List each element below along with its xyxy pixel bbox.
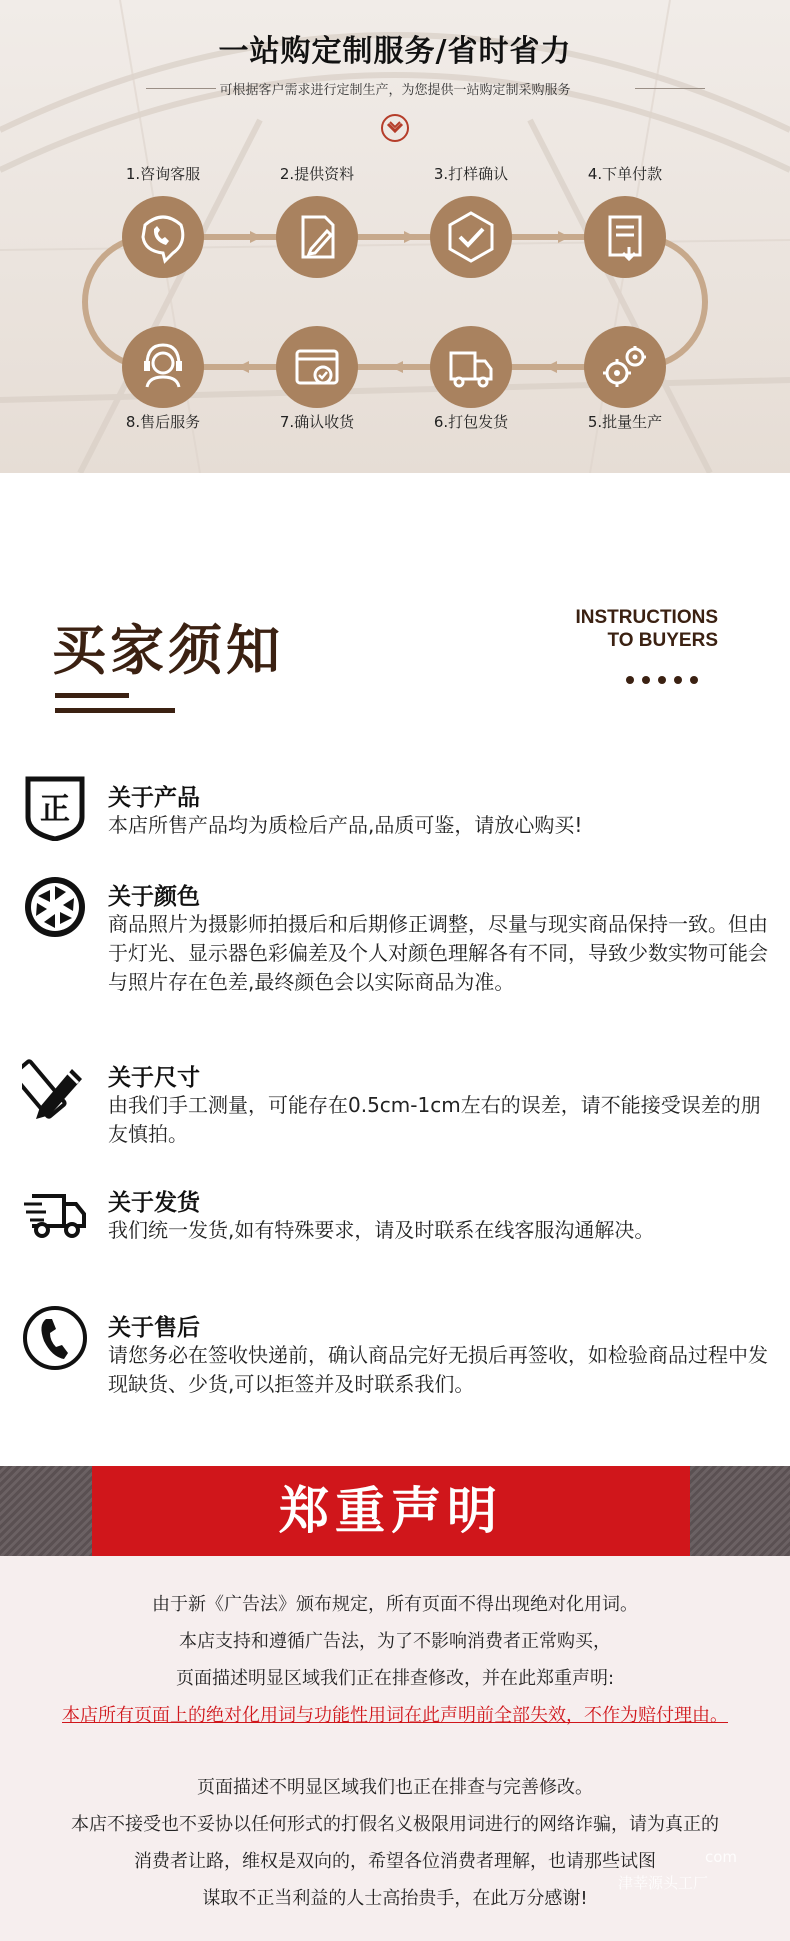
note-body: 本店所售产品均为质检后产品,品质可鉴，请放心购买! xyxy=(108,813,583,837)
instructions-line-2: TO BUYERS xyxy=(607,630,718,651)
note-heading: 关于颜色 xyxy=(108,884,200,910)
ruler-pencil-icon xyxy=(22,1055,88,1121)
step-label-1: 1.咨询客服 xyxy=(125,165,201,183)
shield-zheng-icon xyxy=(22,775,88,841)
truck-icon xyxy=(429,325,513,409)
step-label-5: 5.批量生产 xyxy=(587,413,663,431)
watermark-com: com xyxy=(705,1848,738,1866)
instructions-line-1: INSTRUCTIONS xyxy=(575,607,718,628)
instructions-heading xyxy=(576,606,719,652)
process-track xyxy=(0,0,790,473)
declaration-title: 郑重声明 xyxy=(92,1466,690,1556)
custom-service-process-section xyxy=(0,0,790,473)
gears-icon xyxy=(583,325,667,409)
step-label-8: 8.售后服务 xyxy=(125,413,201,431)
note-body: 请您务必在签收快递前，确认商品完好无损后再签收，如检验商品过程中发现缺货、少货,可以拒签并及时联系我们。 xyxy=(108,1343,768,1396)
chat-phone-icon xyxy=(121,195,205,279)
step-label-6: 6.打包发货 xyxy=(433,413,509,431)
shield-zheng-text: 正 xyxy=(40,792,70,827)
step-label-2: 2.提供资料 xyxy=(279,165,355,183)
check-hexagon-icon xyxy=(429,195,513,279)
order-payment-icon xyxy=(583,195,667,279)
declaration-line-7: 谋取不正当利益的人士高抬贵手，在此万分感谢! xyxy=(202,1888,588,1909)
note-body: 由我们手工测量，可能存在0.5cm-1cm左右的误差，请不能接受误差的朋友慎拍。 xyxy=(108,1093,761,1146)
camera-aperture-icon xyxy=(22,874,88,940)
decorative-dots xyxy=(626,669,706,688)
note-body: 我们统一发货,如有特殊要求，请及时联系在线客服沟通解决。 xyxy=(108,1218,655,1242)
phone-handset-icon xyxy=(22,1305,88,1371)
buyer-notes-title: 买家须知 xyxy=(52,619,284,682)
declaration-line-2: 本店支持和遵循广告法，为了不影响消费者正常购买， xyxy=(179,1631,611,1652)
note-heading: 关于发货 xyxy=(108,1190,200,1216)
declaration-line-3: 页面描述明显区域我们正在排查修改，并在此郑重声明: xyxy=(175,1668,615,1689)
headset-icon xyxy=(121,325,205,409)
declaration-line-5: 本店不接受也不妥协以任何形式的打假名义极限用词进行的网络诈骗，请为真正的 xyxy=(71,1814,719,1835)
step-label-4: 4.下单付款 xyxy=(587,165,663,183)
note-heading: 关于售后 xyxy=(108,1315,200,1341)
step-label-3: 3.打样确认 xyxy=(433,165,509,183)
delivery-truck-icon xyxy=(22,1180,88,1246)
process-title: 一站购定制服务/省时省力 xyxy=(218,34,572,69)
title-underline-long xyxy=(55,708,175,713)
box-check-icon xyxy=(275,325,359,409)
note-body: 商品照片为摄影师拍摄后和后期修正调整，尽量与现实商品保持一致。但由于灯光、显示器色彩偏差及个人对颜色理解各有不同，导致少数实物可能会与照片存在色差,最终颜色会以实际商品为准。 xyxy=(108,912,768,994)
declaration-red-line xyxy=(0,1701,790,1727)
declaration-line-1: 由于新《广告法》颁布规定，所有页面不得出现绝对化用词。 xyxy=(152,1594,638,1615)
process-subtitle: 可根据客户需求进行定制生产，为您提供一站购定制采购服务 xyxy=(219,83,571,98)
declaration-line-6: 消费者让路，维权是双向的，希望各位消费者理解，也请那些试图 xyxy=(134,1851,656,1872)
title-underline-short xyxy=(55,693,129,698)
note-heading: 关于尺寸 xyxy=(108,1065,200,1091)
note-heading: 关于产品 xyxy=(108,785,200,811)
declaration-line-4: 页面描述不明显区域我们也正在排查与完善修改。 xyxy=(197,1777,593,1798)
document-edit-icon xyxy=(275,195,359,279)
watermark-factory: 津莘源头工厂 xyxy=(618,1874,709,1892)
declaration-red-text: 本店所有页面上的绝对化用词与功能性用词在此声明前全部失效，不作为赔付理由。 xyxy=(62,1705,728,1726)
step-label-7: 7.确认收货 xyxy=(279,413,355,431)
